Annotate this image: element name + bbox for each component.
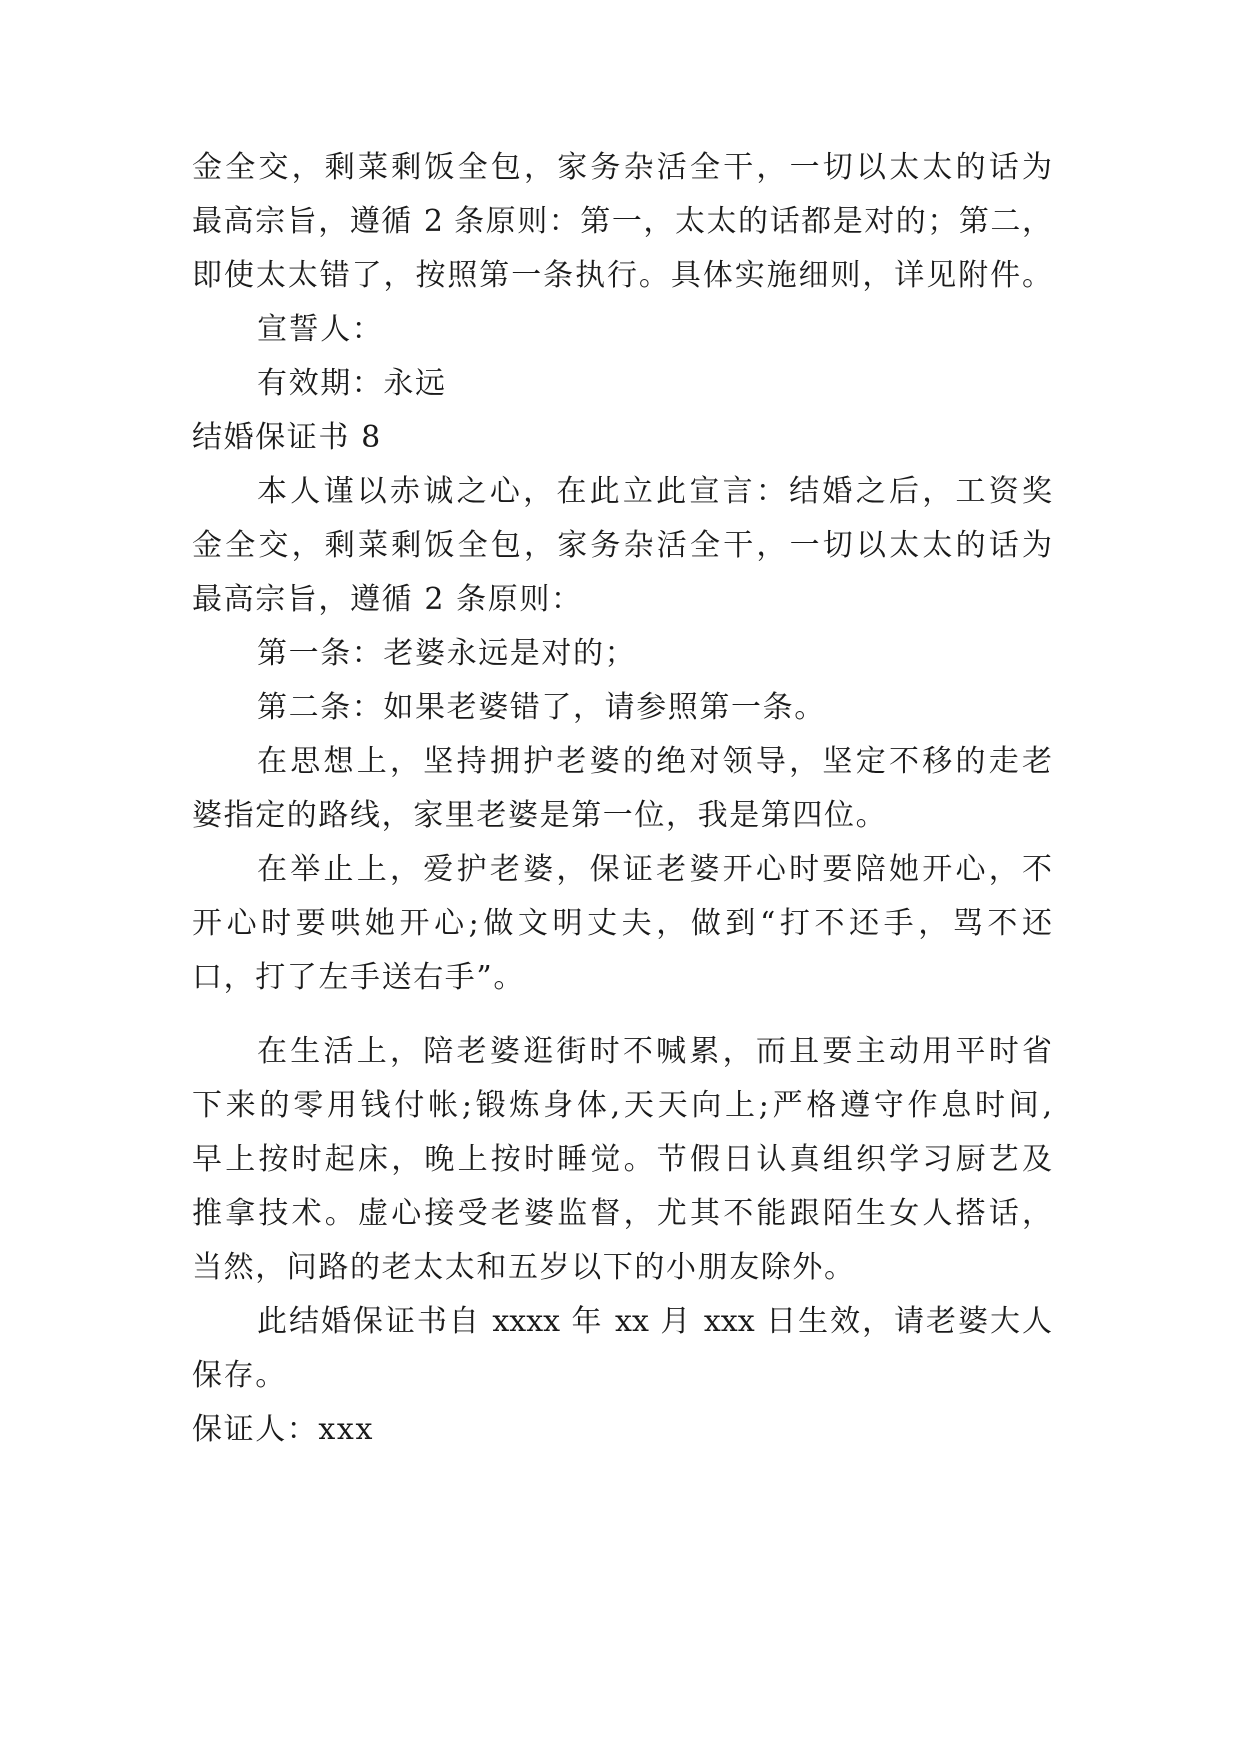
text-line: 在生活上，陪老婆逛街时不喊累，而且要主动用平时省 [257,1034,1052,1069]
text-line: 最高宗旨，遵循 2 条原则：第一，太太的话都是对的；第二， [192,204,1052,239]
text-line: 此结婚保证书自 xxxx 年 xx 月 xxx 日生效，请老婆大人 [257,1304,1052,1339]
signature-line: 保证人：xxx [192,1412,374,1447]
text-line: 婆指定的路线，家里老婆是第一位，我是第四位。 [192,798,888,833]
text-line: 保存。 [192,1358,287,1393]
text-line: 口，打了左手送右手”。 [192,960,525,995]
text-line: 金全交，剩菜剩饭全包，家务杂活全干，一切以太太的话为 [192,150,1052,185]
text-line: 推拿技术。虚心接受老婆监督，尤其不能跟陌生女人搭话， [192,1196,1052,1231]
text-line: 开心时要哄她开心;做文明丈夫，做到“打不还手，骂不还 [192,906,1052,941]
text-line: 金全交，剩菜剩饭全包，家务杂活全干，一切以太太的话为 [192,528,1052,563]
text-line: 有效期：永远 [257,366,447,401]
text-line: 当然，问路的老太太和五岁以下的小朋友除外。 [192,1250,856,1285]
text-line: 下来的零用钱付帐;锻炼身体,天天向上;严格遵守作息时间, [192,1088,1052,1123]
text-line: 第二条：如果老婆错了，请参照第一条。 [257,690,826,725]
text-line: 在举止上，爱护老婆，保证老婆开心时要陪她开心，不 [257,852,1052,887]
text-line: 在思想上，坚持拥护老婆的绝对领导，坚定不移的走老 [257,744,1052,779]
section-heading: 结婚保证书 8 [192,420,382,455]
text-line: 本人谨以赤诚之心，在此立此宣言：结婚之后，工资奖 [257,474,1052,509]
text-line: 最高宗旨，遵循 2 条原则： [192,582,583,617]
text-line: 第一条：老婆永远是对的； [257,636,637,671]
text-line: 早上按时起床，晚上按时睡觉。节假日认真组织学习厨艺及 [192,1142,1052,1177]
text-line: 宣誓人： [257,312,384,347]
text-line: 即使太太错了，按照第一条执行。具体实施细则，详见附件。 [192,258,1052,293]
